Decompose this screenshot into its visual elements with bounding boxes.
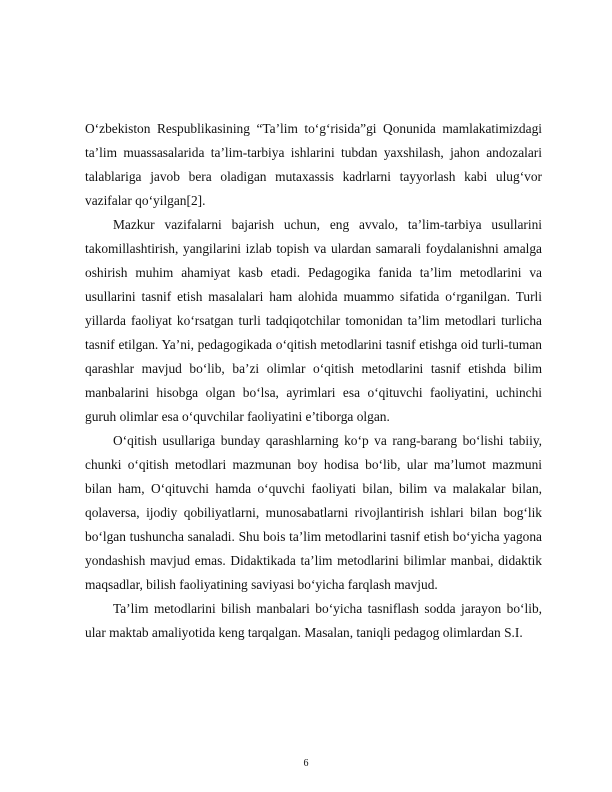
page-number: 6 bbox=[303, 758, 309, 769]
paragraph-2: Mazkur vazifalarni bajarish uchun, eng avvalo, ta’lim-tarbiya usullarini takomillashtirish, yangilarini izlab topish va ulardan samarali foydalanishni amalga oshirish muhim ahamiyat kasb etadi. Pedagogika fanida ta’lim metodlarini va usullarini tasnif etish masalalari ham alohida muammo sifatida o‘rganilgan. Turli yillarda faoliyat ko‘rsatgan turli tadqiqotchilar tomonidan ta’lim metodlari turlicha tasnif etilgan. Ya’ni, pedagogikada o‘qitish metodlarini tasnif etishga oid turli-tuman qarashlar mavjud bo‘lib, ba’zi olimlar o‘qitish metodlarini tasnif etishda bilim manbalarini hisobga olgan bo‘lsa, ayrimlari esa o‘qituvchi faoliyatini, uchinchi guruh olimlar esa o‘quvchilar faoliyatini e’tiborga olgan. bbox=[85, 217, 542, 424]
paragraph-1: O‘zbekiston Respublikasining “Ta’lim to‘g‘risida”gi Qonunida mamlakatimizdagi ta’lim muassasalarida ta’lim-tarbiya ishlarini tubdan yaxshilash, jahon andozalari talablariga javob bera oladigan mutaxassis kadrlarni tayyorlash kabi ulug‘vor vazifalar qo‘yilgan[2]. bbox=[85, 121, 542, 208]
paragraph-4: Ta’lim metodlarini bilish manbalari bo‘yicha tasniflash sodda jarayon bo‘lib, ular maktab amaliyotida keng tarqalgan. Masalan, taniqli pedagog olimlardan S.I. bbox=[85, 601, 542, 640]
paragraph-3: O‘qitish usullariga bunday qarashlarning ko‘p va rang-barang bo‘lishi tabiiy, chunki o‘qitish metodlari mazmunan boy hodisa bo‘lib, ular ma’lumot mazmuni bilan ham, O‘qituvchi hamda o‘quvchi faoliyati bilan, bilim va malakalar bilan, qolaversa, ijodiy qobiliyatlarni, munosabatlarni rivojlantirish ishlari bilan bog‘lik bo‘lgan tushuncha sanaladi. Shu bois ta’lim metodlarini tasnif etish bo‘yicha yagona yondashish mavjud emas. Didaktikada ta’lim metodlarini bilimlar manbai, didaktik maqsadlar, bilish faoliyatining saviyasi bo‘yicha farqlash mavjud. bbox=[85, 433, 542, 592]
body-text bbox=[85, 117, 542, 645]
